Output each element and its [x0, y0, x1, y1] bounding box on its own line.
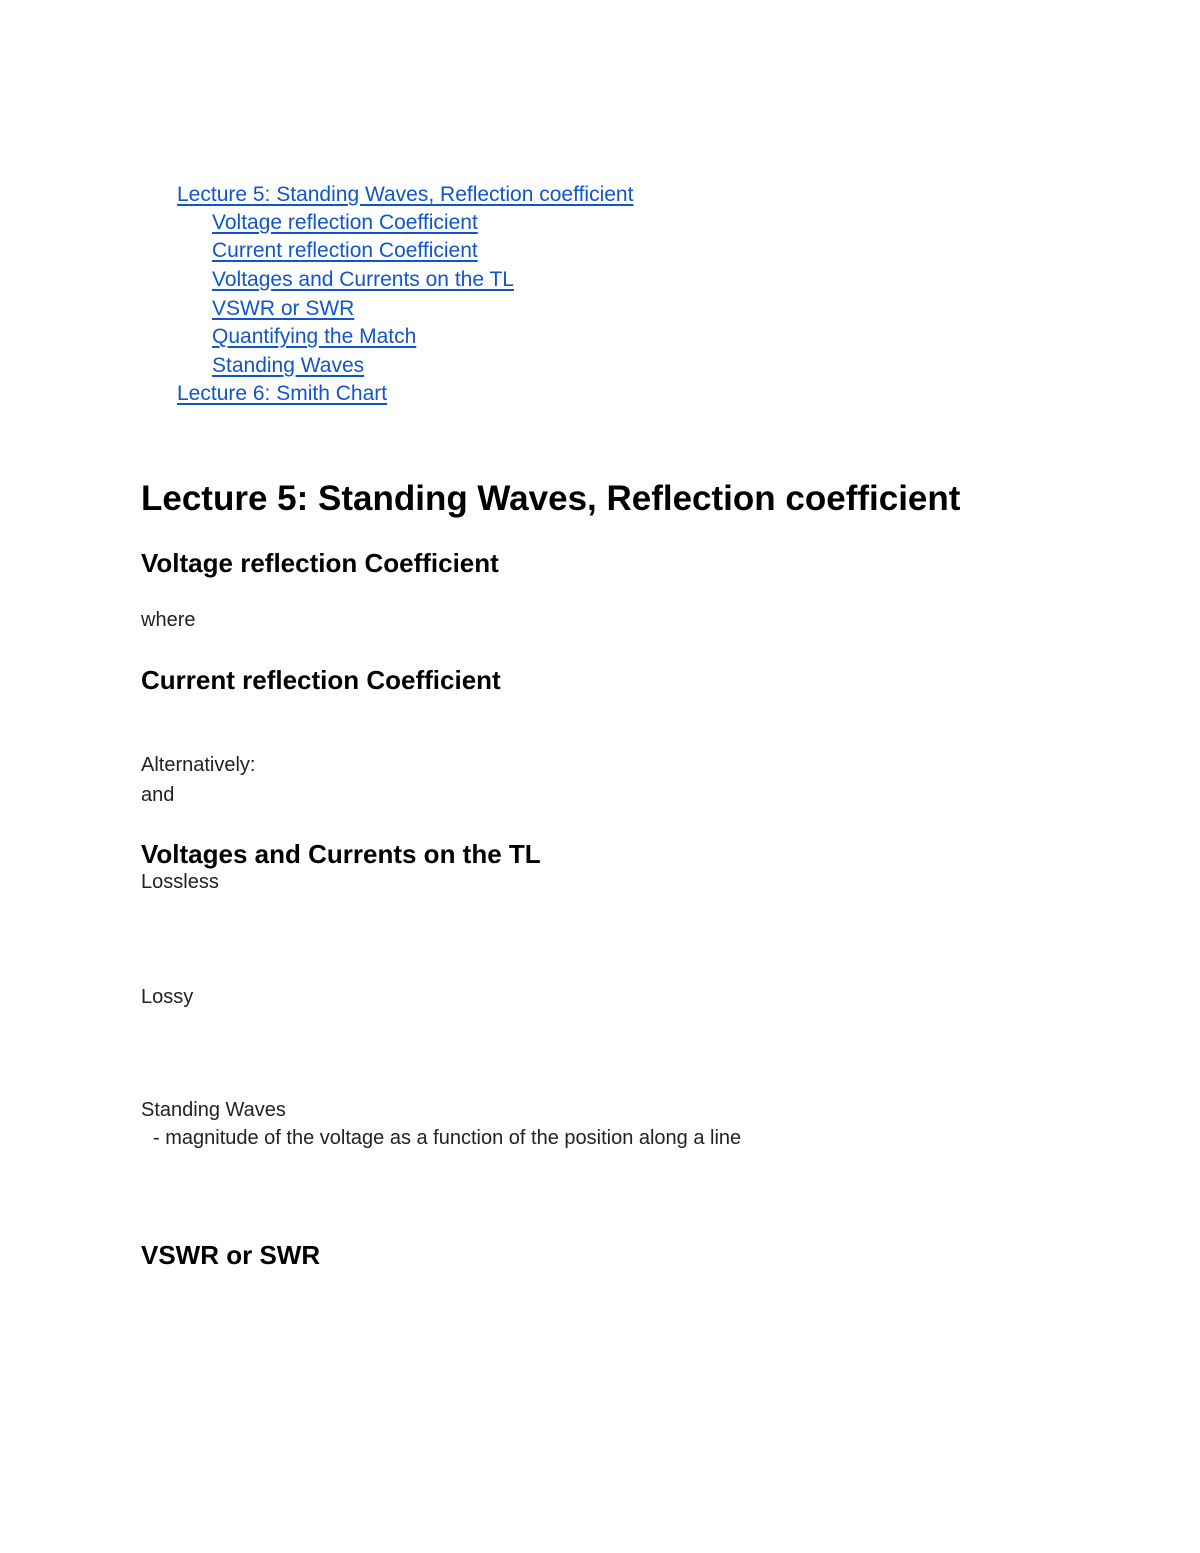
text-where: where	[141, 609, 196, 631]
text-and: and	[141, 784, 175, 806]
heading-vswr: VSWR or SWR	[141, 1240, 321, 1270]
heading-voltages-currents: Voltages and Currents on the TL	[141, 839, 541, 869]
toc-link-vswr[interactable]: VSWR or SWR	[212, 297, 355, 320]
text-lossy: Lossy	[141, 986, 194, 1008]
toc-link-quantifying-match[interactable]: Quantifying the Match	[212, 325, 417, 348]
toc-link-standing-waves[interactable]: Standing Waves	[212, 354, 365, 377]
text-standing-waves: Standing Waves	[141, 1099, 286, 1121]
heading-current-reflection: Current reflection Coefficient	[141, 665, 501, 695]
toc-link-lecture-6[interactable]: Lecture 6: Smith Chart	[177, 382, 388, 405]
toc-link-current-reflection[interactable]: Current reflection Coefficient	[212, 239, 478, 262]
text-standing-waves-note: - magnitude of the voltage as a function of the position along a line	[153, 1127, 742, 1149]
text-lossless: Lossless	[141, 871, 219, 893]
toc-link-voltages-currents[interactable]: Voltages and Currents on the TL	[212, 268, 514, 291]
toc-link-lecture-5[interactable]: Lecture 5: Standing Waves, Reflection coefficient	[177, 183, 634, 206]
page-title: Lecture 5: Standing Waves, Reflection coefficient	[141, 479, 961, 518]
text-alternatively: Alternatively:	[141, 754, 256, 776]
heading-voltage-reflection: Voltage reflection Coefficient	[141, 548, 499, 578]
toc-link-voltage-reflection[interactable]: Voltage reflection Coefficient	[212, 211, 478, 234]
